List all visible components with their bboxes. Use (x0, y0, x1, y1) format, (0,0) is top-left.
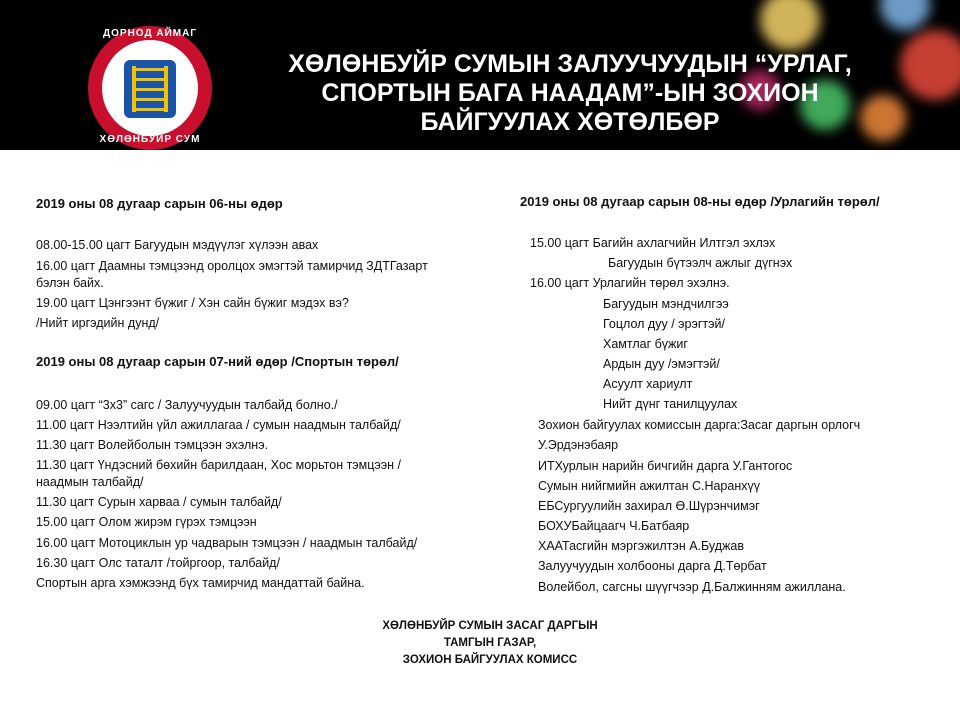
title-line: БАЙГУУЛАХ ХӨТӨЛБӨР (420, 108, 720, 136)
committee-item: Волейбол, сагсны шүүгчээр Д.Балжинням ажиллана. (538, 580, 846, 594)
logo-text-bottom: ХӨЛӨНБУЙР СУМ (99, 134, 201, 145)
day3-heading: 2019 оны 08 дугаар сарын 08-ны өдөр /Урлагийн төрөл/ (520, 194, 880, 209)
schedule-item: Ардын дуу /эмэгтэй/ (603, 357, 720, 371)
committee-item: ИТХурлын нарийн бичгийн дарга У.Гантогос (538, 459, 793, 473)
committee-item: У.Эрдэнэбаяр (538, 438, 619, 452)
footer-signature (330, 618, 650, 669)
title-line: ХӨЛӨНБУЙР СУМЫН ЗАЛУУЧУУДЫН “УРЛАГ, (288, 50, 852, 78)
page-title (240, 50, 900, 137)
schedule-item: Нийт дүнг танилцуулах (603, 397, 738, 411)
schedule-item: 19.00 цагт Цэнгээнт бүжиг / Хэн сайн бүжиг мэдэх вэ? (36, 296, 349, 310)
title-line: СПОРТЫН БАГА НААДАМ”-ЫН ЗОХИОН (321, 79, 819, 107)
bokeh-light (900, 30, 960, 100)
schedule-item: бэлэн байх. (36, 276, 104, 290)
bokeh-light (760, 0, 820, 50)
schedule-item: 15.00 цагт Багийн ахлагчийн Илтгэл эхлэх (530, 236, 776, 250)
schedule-item: наадмын талбайд/ (36, 475, 144, 489)
committee-item: ЕБСургуулийн захирал Ө.Шүрэнчимэг (538, 499, 760, 513)
header-banner (0, 0, 960, 150)
schedule-item: Багуудын бүтээлч ажлыг дүгнэх (608, 256, 793, 270)
schedule-item: /Нийт иргэдийн дунд/ (36, 316, 160, 330)
committee-item: Зохион байгуулах комиссын дарга:Засаг даргын орлогч (538, 418, 861, 432)
logo-text-top: ДОРНОД АЙМАГ (103, 28, 197, 39)
committee-item: Сумын нийгмийн ажилтан С.Наранхүү (538, 479, 760, 493)
logo-inner-circle (102, 40, 198, 136)
schedule-item: 16.00 цагт Урлагийн төрөл эхэлнэ. (530, 276, 730, 290)
schedule-item: 11.30 цагт Үндэсний бөхийн барилдаан, Хос морьтон тэмцээн / (36, 458, 402, 472)
schedule-item: 08.00-15.00 цагт Багуудын мэдүүлэг хүлээн авах (36, 238, 319, 252)
district-emblem-logo (88, 26, 212, 150)
schedule-item: 11.30 цагт Волейболын тэмцээн эхэлнэ. (36, 438, 269, 452)
schedule-item: Спортын арга хэмжээнд бүх тамирчид мандаттай байна. (36, 576, 365, 590)
day1-heading: 2019 оны 08 дугаар сарын 06-ны өдөр (36, 196, 283, 211)
soyombo-symbol-icon (124, 60, 176, 118)
schedule-item: 16.30 цагт Олс таталт /тойргоор, талбайд/ (36, 556, 280, 570)
footer-line: ХӨЛӨНБУЙР СУМЫН ЗАСАГ ДАРГЫН (382, 620, 598, 632)
committee-item: БОХУБайцаагч Ч.Батбаяр (538, 519, 690, 533)
schedule-item: 11.30 цагт Сурын харваа / сумын талбайд/ (36, 495, 282, 509)
day2-heading: 2019 оны 08 дугаар сарын 07-ний өдөр /Спортын төрөл/ (36, 354, 399, 369)
schedule-item: 16.00 цагт Мотоциклын ур чадварын тэмцээн / наадмын талбайд/ (36, 536, 418, 550)
schedule-item: Гоцлол дуу / эрэгтэй/ (603, 317, 725, 331)
schedule-item: Багуудын мэндчилгээ (603, 297, 729, 311)
bokeh-light (880, 0, 930, 30)
committee-item: ХААТасгийн мэргэжилтэн А.Буджав (538, 539, 745, 553)
footer-line: ЗОХИОН БАЙГУУЛАХ КОМИСС (402, 654, 578, 666)
schedule-item: 15.00 цагт Олом жирэм гүрэх тэмцээн (36, 515, 257, 529)
schedule-item: 16.00 цагт Даамны тэмцээнд оролцох эмэгтэй тамирчид ЗДТГазарт (36, 259, 428, 273)
schedule-item: 09.00 цагт “3х3” сагс / Залуучуудын талбайд болно./ (36, 398, 338, 412)
schedule-item: Асуулт хариулт (603, 377, 693, 391)
committee-item: Залуучуудын холбооны дарга Д.Төрбат (538, 559, 767, 573)
schedule-item: Хамтлаг бүжиг (603, 337, 688, 351)
schedule-item: 11.00 цагт Нээлтийн үйл ажиллагаа / сумын наадмын талбайд/ (36, 418, 401, 432)
footer-line: ТАМГЫН ГАЗАР, (443, 637, 537, 649)
